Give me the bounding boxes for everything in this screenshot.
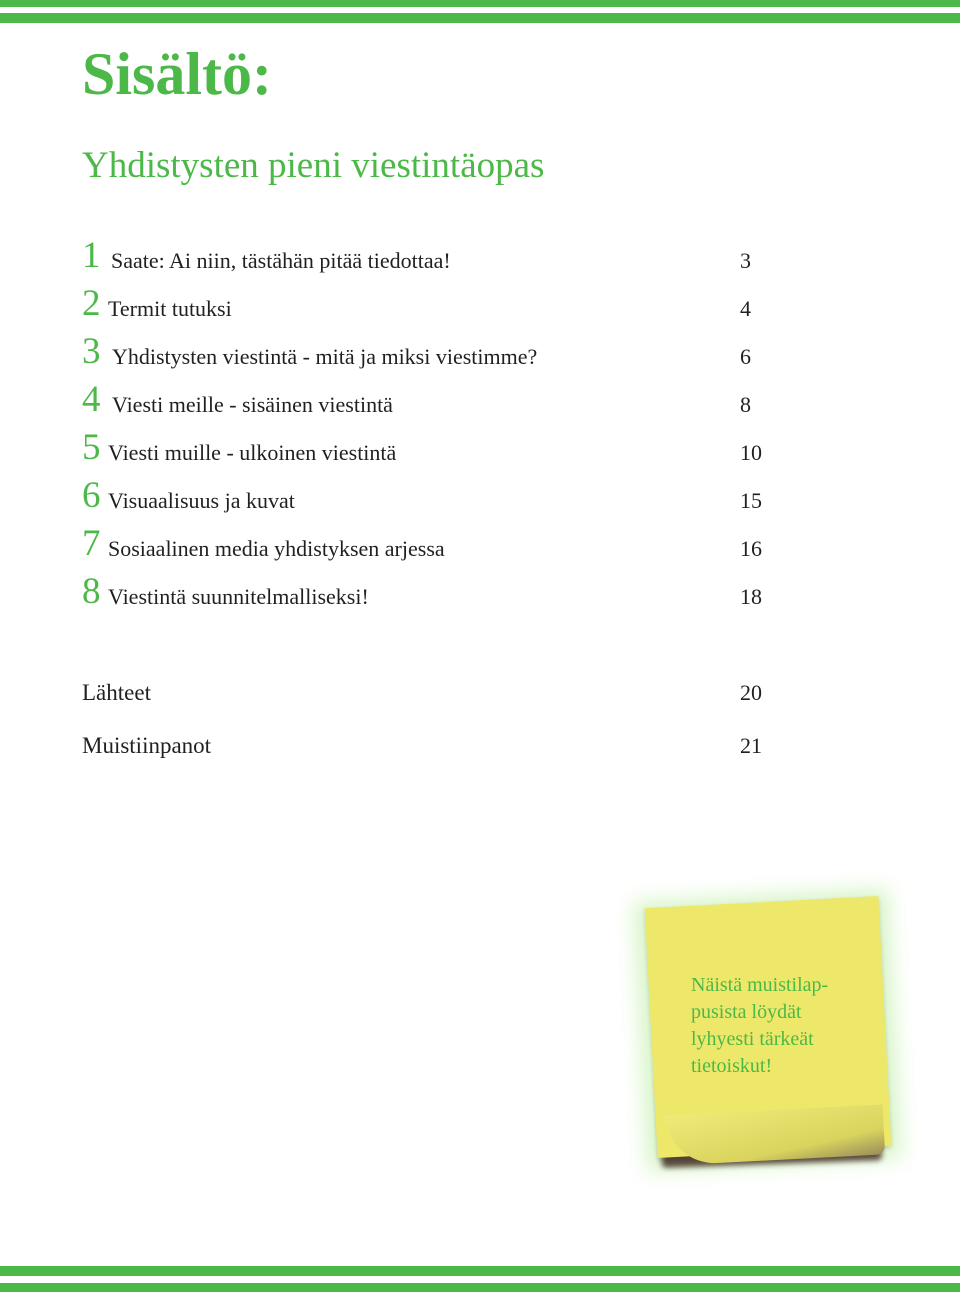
toc-item-8 <box>82 570 772 618</box>
toc-number: 8 <box>82 571 101 612</box>
toc-page-number: 8 <box>740 392 751 417</box>
toc-number: 2 <box>82 283 101 324</box>
toc-page-number: 15 <box>740 488 762 513</box>
sticky-note-line: Näistä muistilap- <box>691 974 829 996</box>
toc-item-3 <box>82 330 772 378</box>
toc-page-number: 16 <box>740 536 762 561</box>
toc-number: 6 <box>82 475 101 516</box>
toc-item-2 <box>82 282 772 330</box>
sticky-note-line: tietoiskut! <box>691 1055 773 1077</box>
toc-page-number: 6 <box>740 344 751 369</box>
page-subtitle: Yhdistysten pieni viestintäopas <box>82 145 545 186</box>
bottom-stripe-2 <box>0 1283 960 1292</box>
toc-page-number: 4 <box>740 296 751 321</box>
toc-extra-page-number: 21 <box>740 733 762 758</box>
toc-title: Saate: Ai niin, tästähän pitää tiedottaa! <box>111 248 451 273</box>
page-title: Sisältö: <box>82 41 273 107</box>
toc-title: Yhdistysten viestintä - mitä ja miksi viestimme? <box>112 344 538 369</box>
toc-number: 3 <box>82 331 101 372</box>
top-stripe-2 <box>0 13 960 23</box>
sticky-note-text <box>691 972 871 1080</box>
toc-item-7 <box>82 522 772 570</box>
toc-title: Sosiaalinen media yhdistyksen arjessa <box>108 536 445 561</box>
toc-number: 4 <box>82 379 101 420</box>
toc-page-number: 3 <box>740 248 751 273</box>
toc-item-6 <box>82 474 772 522</box>
toc-title: Viesti meille - sisäinen viestintä <box>112 392 393 417</box>
toc-number: 5 <box>82 427 101 468</box>
toc-title: Termit tutuksi <box>108 296 232 321</box>
toc-number: 1 <box>82 235 101 276</box>
sticky-note-line: lyhyesti tärkeät <box>691 1028 814 1050</box>
toc-title: Viestintä suunnitelmalliseksi! <box>108 584 369 609</box>
toc-extra-sources <box>82 679 772 709</box>
toc-number: 7 <box>82 523 101 564</box>
toc-extra-page-number: 20 <box>740 680 762 705</box>
toc-item-4 <box>82 378 772 426</box>
toc-title: Viesti muille - ulkoinen viestintä <box>108 440 397 465</box>
toc-item-1 <box>82 234 772 282</box>
top-stripe-1 <box>0 0 960 7</box>
toc-extra-title: Lähteet <box>82 680 151 705</box>
toc-item-5 <box>82 426 772 474</box>
toc-extra-title: Muistiinpanot <box>82 733 212 758</box>
toc-page-number: 18 <box>740 584 762 609</box>
toc-page-number: 10 <box>740 440 762 465</box>
bottom-stripe-1 <box>0 1266 960 1276</box>
toc-title: Visuaalisuus ja kuvat <box>108 488 295 513</box>
sticky-note-line: pusista löydät <box>691 1001 802 1023</box>
toc-extra-notes <box>82 732 772 762</box>
